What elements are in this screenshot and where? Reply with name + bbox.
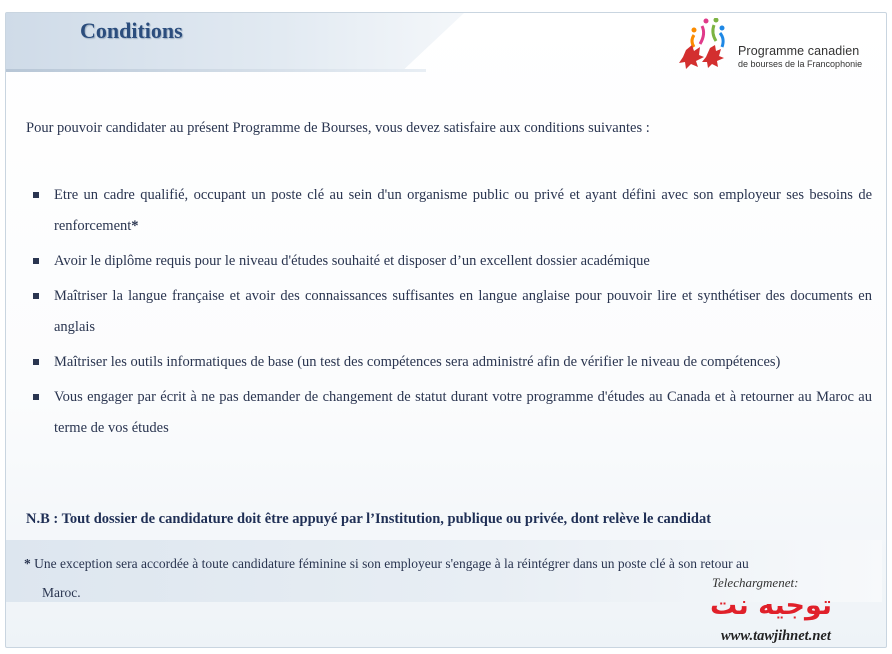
list-item: [30, 246, 872, 277]
nb-statement: N.B : Tout dossier de candidature doit être appuyé par l’Institution, publique ou privée, dont relève le candidat: [26, 511, 712, 527]
conditions-list: [30, 180, 872, 448]
list-item: [30, 180, 872, 242]
condition-text: Maîtriser les outils informatiques de base (un test des compétences sera administré afin de vérifier le niveau de compétences): [54, 354, 781, 370]
watermark-label: Telechargmenet:: [712, 575, 799, 590]
list-item: [30, 281, 872, 343]
condition-text: Avoir le diplôme requis pour le niveau d'études souhaité et disposer d’un excellent dossier académique: [54, 253, 650, 269]
watermark-arabic: توجيه نت: [710, 590, 833, 621]
title-band-shadow: [6, 69, 426, 72]
list-item: [30, 347, 872, 378]
logo-line-2: de bourses de la Francophonie: [738, 58, 863, 69]
condition-text: Maîtriser la langue française et avoir des connaissances suffisantes en langue anglaise pour pouvoir lire et synthétiser des documents en anglais: [54, 288, 872, 335]
square-bullet-icon: [33, 394, 39, 400]
square-bullet-icon: [33, 359, 39, 365]
square-bullet-icon: [33, 192, 39, 198]
square-bullet-icon: [33, 258, 39, 264]
title-band: [6, 13, 464, 69]
intro-text: Pour pouvoir candidater au présent Programme de Bourses, vous devez satisfaire aux conditions suivantes :: [26, 120, 650, 136]
page-title: Conditions: [80, 18, 183, 43]
logo-text: [738, 45, 862, 69]
footnote-line-2: Maroc.: [42, 585, 81, 600]
condition-text: Etre un cadre qualifié, occupant un poste clé au sein d'un organisme public ou privé et ayant défini avec son employeur ses besoins de renforcement: [54, 187, 872, 234]
watermark-url[interactable]: www.tawjihnet.net: [721, 628, 831, 644]
condition-text: Vous engager par écrit à ne pas demander de changement de statut durant votre programme d'études au Canada et à retourner au Maroc au terme de vos études: [54, 389, 872, 436]
asterisk-mark: *: [24, 556, 31, 571]
square-bullet-icon: [33, 293, 39, 299]
list-item: [30, 382, 872, 444]
footnote-line-1: Une exception sera accordée à toute candidature féminine si son employeur s'engage à la réintégrer dans un poste clé à son retour au: [34, 556, 749, 571]
asterisk-mark: *: [131, 218, 139, 234]
logo-line-1: Programme canadien: [738, 44, 860, 58]
